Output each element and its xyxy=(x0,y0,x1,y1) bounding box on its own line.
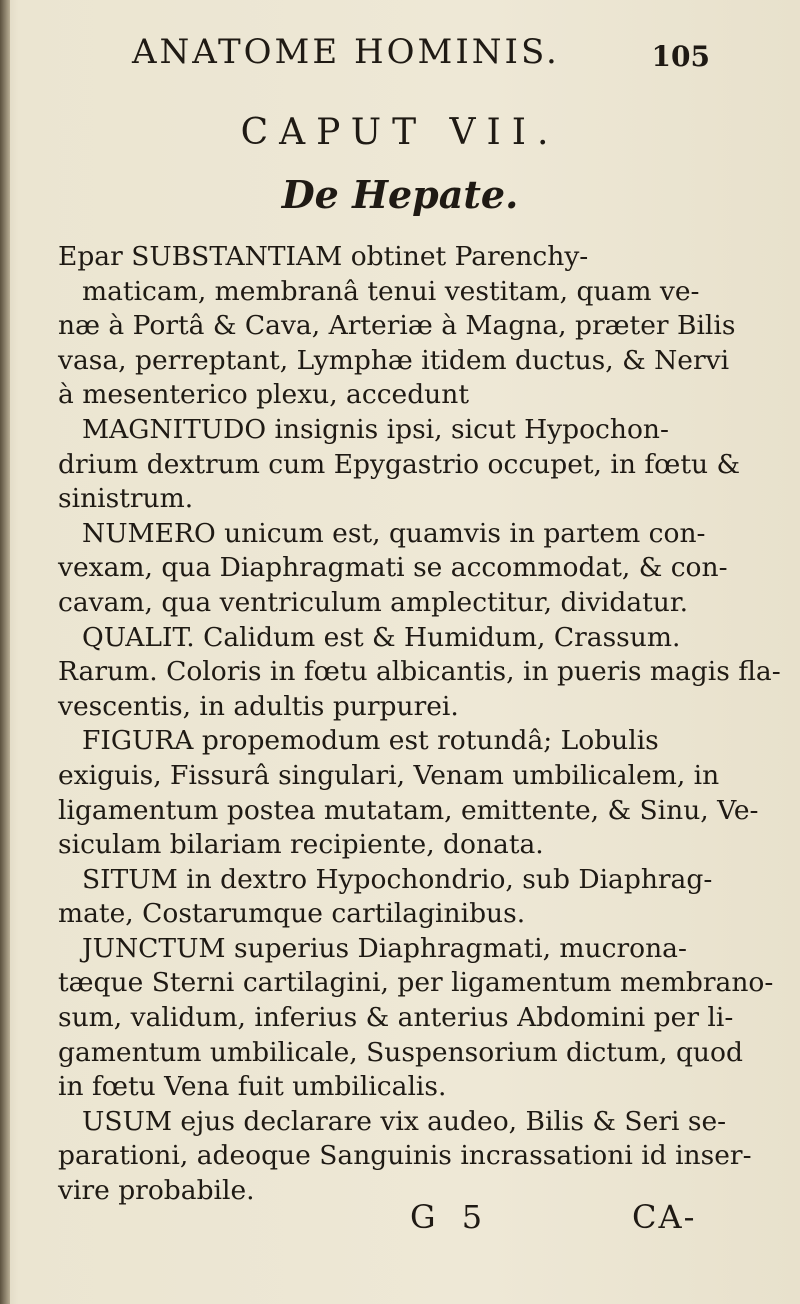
text-line: tæque Sterni cartilagini, per ligamentum membrano- xyxy=(58,967,774,999)
paragraph-qualit xyxy=(58,621,781,725)
paragraph-situm xyxy=(58,863,768,932)
text-line: MAGNITUDO insignis ipsi, sicut Hypochon- xyxy=(82,413,669,445)
text-line: NUMERO unicum est, quamvis in partem con- xyxy=(82,517,706,549)
text-line: SITUM in dextro Hypochondrio, sub Diaphrag- xyxy=(82,863,713,895)
paragraph-figura xyxy=(58,724,768,862)
text-line: USUM ejus declarare vix audeo, Bilis & Seri se- xyxy=(82,1105,727,1137)
text-line: mate, Costarumque cartilaginibus. xyxy=(58,898,526,930)
paragraph-junctum xyxy=(58,932,774,1105)
text-line: vasa, perreptant, Lymphæ itidem ductus, & Nervi xyxy=(58,344,730,376)
text-line: vire probabile. xyxy=(58,1175,255,1207)
text-line: næ à Portâ & Cava, Arteriæ à Magna, præter Bilis xyxy=(58,310,736,342)
text-line: exiguis, Fissurâ singulari, Venam umbilicalem, in xyxy=(58,759,720,791)
paragraph-usum xyxy=(58,1105,768,1209)
text-line: QUALIT. Calidum est & Humidum, Crassum. xyxy=(82,621,681,653)
page-header xyxy=(40,32,760,82)
text-line: Epar SUBSTANTIAM obtinet Parenchy- xyxy=(58,241,589,272)
text-line: Rarum. Coloris in fœtu albicantis, in pueris magis fla- xyxy=(58,656,781,688)
text-line: siculam bilariam recipiente, donata. xyxy=(58,829,544,861)
text-line: drium dextrum cum Epygastrio occupet, in fœtu & xyxy=(58,448,741,480)
text-line: maticam, membranâ tenui vestitam, quam ve- xyxy=(82,275,700,307)
text-line: in fœtu Vena fuit umbilicalis. xyxy=(58,1071,447,1103)
signature-mark: G 5 xyxy=(410,1198,491,1236)
paragraph-magnitudo xyxy=(58,413,768,517)
body-text xyxy=(58,240,781,1209)
chapter-subtitle: De Hepate. xyxy=(281,172,519,217)
text-line: sinistrum. xyxy=(58,483,194,515)
text-line: FIGURA propemodum est rotundâ; Lobulis xyxy=(82,725,659,757)
running-head: ANATOME HOMINIS. xyxy=(132,32,560,72)
paragraph-substantiam xyxy=(58,240,768,413)
text-line: à mesenterico plexu, accedunt xyxy=(58,379,469,411)
text-line: vescentis, in adultis purpurei. xyxy=(58,690,459,722)
text-line: ligamentum postea mutatam, emittente, & Sinu, Ve- xyxy=(58,794,759,826)
page-number: 105 xyxy=(651,40,710,73)
chapter-title: CAPUT VII. xyxy=(240,112,560,153)
paragraph-numero xyxy=(58,517,768,621)
catchword: CA- xyxy=(632,1198,697,1236)
text-line: parationi, adeoque Sanguinis incrassationi id inser- xyxy=(58,1140,752,1172)
text-line: cavam, qua ventriculum amplectitur, dividatur. xyxy=(58,586,689,618)
text-line: gamentum umbilicale, Suspensorium dictum, quod xyxy=(58,1036,743,1068)
text-line: vexam, qua Diaphragmati se accommodat, & con- xyxy=(58,552,728,584)
text-line: sum, validum, inferius & anterius Abdomini per li- xyxy=(58,1002,734,1034)
text-line: JUNCTUM superius Diaphragmati, mucrona- xyxy=(82,932,687,964)
page-footer xyxy=(0,1198,800,1248)
